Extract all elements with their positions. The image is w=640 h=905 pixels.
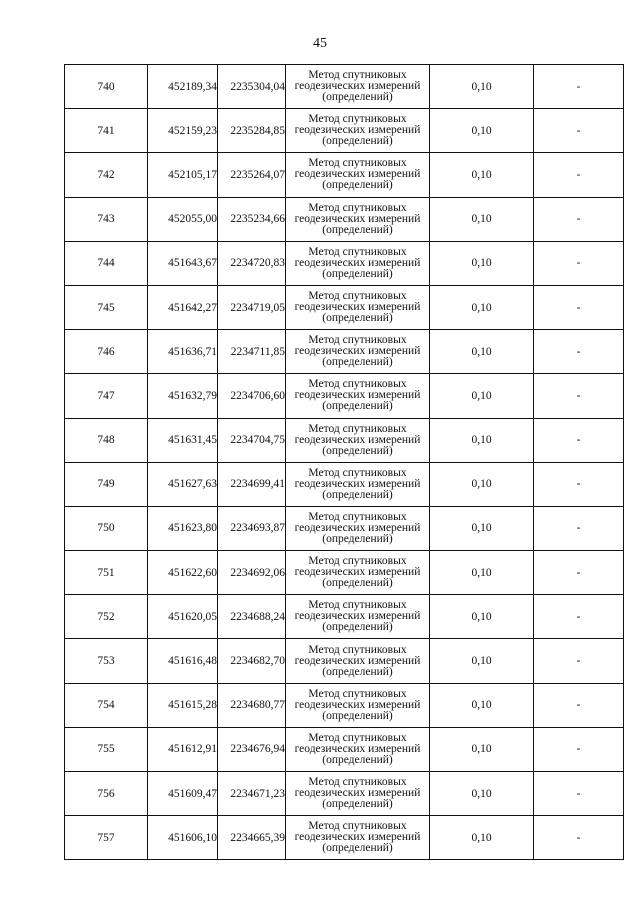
x-coordinate-cell: 452105,17 xyxy=(148,153,218,197)
method-cell: Метод спутниковых геодезических измерений (определений) xyxy=(286,462,430,506)
note-cell: - xyxy=(534,418,624,462)
accuracy-cell: 0,10 xyxy=(430,506,534,550)
x-coordinate-cell: 451622,60 xyxy=(148,551,218,595)
page-number: 45 xyxy=(313,36,327,51)
note-cell: - xyxy=(534,65,624,109)
accuracy-cell: 0,10 xyxy=(430,551,534,595)
point-number-cell: 743 xyxy=(65,197,148,241)
method-cell: Метод спутниковых геодезических измерений (определений) xyxy=(286,418,430,462)
accuracy-cell: 0,10 xyxy=(430,816,534,860)
note-cell: - xyxy=(534,374,624,418)
point-number-cell: 747 xyxy=(65,374,148,418)
accuracy-cell: 0,10 xyxy=(430,772,534,816)
note-cell: - xyxy=(534,241,624,285)
table-row xyxy=(65,506,624,550)
table-row xyxy=(65,816,624,860)
method-cell: Метод спутниковых геодезических измерений (определений) xyxy=(286,551,430,595)
accuracy-cell: 0,10 xyxy=(430,683,534,727)
x-coordinate-cell: 451606,10 xyxy=(148,816,218,860)
x-coordinate-cell: 451642,27 xyxy=(148,285,218,329)
y-coordinate-cell: 2234719,05 xyxy=(218,285,286,329)
y-coordinate-cell: 2234706,60 xyxy=(218,374,286,418)
method-cell: Метод спутниковых геодезических измерений (определений) xyxy=(286,506,430,550)
x-coordinate-cell: 451612,91 xyxy=(148,727,218,771)
point-number-cell: 745 xyxy=(65,285,148,329)
y-coordinate-cell: 2235264,07 xyxy=(218,153,286,197)
table-row xyxy=(65,330,624,374)
note-cell: - xyxy=(534,285,624,329)
table-row xyxy=(65,462,624,506)
point-number-cell: 754 xyxy=(65,683,148,727)
y-coordinate-cell: 2234665,39 xyxy=(218,816,286,860)
accuracy-cell: 0,10 xyxy=(430,241,534,285)
method-cell: Метод спутниковых геодезических измерений (определений) xyxy=(286,153,430,197)
x-coordinate-cell: 451627,63 xyxy=(148,462,218,506)
method-cell: Метод спутниковых геодезических измерений (определений) xyxy=(286,285,430,329)
x-coordinate-cell: 451632,79 xyxy=(148,374,218,418)
accuracy-cell: 0,10 xyxy=(430,153,534,197)
y-coordinate-cell: 2234692,06 xyxy=(218,551,286,595)
x-coordinate-cell: 451623,80 xyxy=(148,506,218,550)
table-row xyxy=(65,772,624,816)
table-row xyxy=(65,374,624,418)
method-cell: Метод спутниковых геодезических измерений (определений) xyxy=(286,65,430,109)
point-number-cell: 749 xyxy=(65,462,148,506)
table-row xyxy=(65,683,624,727)
table-row xyxy=(65,551,624,595)
accuracy-cell: 0,10 xyxy=(430,462,534,506)
table-row xyxy=(65,109,624,153)
note-cell: - xyxy=(534,639,624,683)
x-coordinate-cell: 451609,47 xyxy=(148,772,218,816)
note-cell: - xyxy=(534,330,624,374)
method-cell: Метод спутниковых геодезических измерений (определений) xyxy=(286,639,430,683)
y-coordinate-cell: 2234688,24 xyxy=(218,595,286,639)
table-row xyxy=(65,197,624,241)
table-row xyxy=(65,65,624,109)
x-coordinate-cell: 452189,34 xyxy=(148,65,218,109)
y-coordinate-cell: 2234680,77 xyxy=(218,683,286,727)
note-cell: - xyxy=(534,772,624,816)
note-cell: - xyxy=(534,551,624,595)
accuracy-cell: 0,10 xyxy=(430,109,534,153)
method-cell: Метод спутниковых геодезических измерений (определений) xyxy=(286,241,430,285)
point-number-cell: 750 xyxy=(65,506,148,550)
y-coordinate-cell: 2234682,70 xyxy=(218,639,286,683)
table-body xyxy=(65,65,624,860)
y-coordinate-cell: 2234699,41 xyxy=(218,462,286,506)
x-coordinate-cell: 452159,23 xyxy=(148,109,218,153)
x-coordinate-cell: 451643,67 xyxy=(148,241,218,285)
x-coordinate-cell: 451615,28 xyxy=(148,683,218,727)
method-cell: Метод спутниковых геодезических измерений (определений) xyxy=(286,109,430,153)
accuracy-cell: 0,10 xyxy=(430,374,534,418)
point-number-cell: 753 xyxy=(65,639,148,683)
point-number-cell: 757 xyxy=(65,816,148,860)
x-coordinate-cell: 451620,05 xyxy=(148,595,218,639)
table-row xyxy=(65,639,624,683)
point-number-cell: 756 xyxy=(65,772,148,816)
table-row xyxy=(65,595,624,639)
y-coordinate-cell: 2234704,75 xyxy=(218,418,286,462)
accuracy-cell: 0,10 xyxy=(430,595,534,639)
note-cell: - xyxy=(534,727,624,771)
y-coordinate-cell: 2234711,85 xyxy=(218,330,286,374)
point-number-cell: 752 xyxy=(65,595,148,639)
y-coordinate-cell: 2234676,94 xyxy=(218,727,286,771)
table-row xyxy=(65,418,624,462)
method-cell: Метод спутниковых геодезических измерений (определений) xyxy=(286,197,430,241)
note-cell: - xyxy=(534,816,624,860)
table-row xyxy=(65,241,624,285)
y-coordinate-cell: 2235234,66 xyxy=(218,197,286,241)
coordinates-table xyxy=(64,64,624,860)
note-cell: - xyxy=(534,683,624,727)
table-row xyxy=(65,285,624,329)
accuracy-cell: 0,10 xyxy=(430,330,534,374)
y-coordinate-cell: 2234693,87 xyxy=(218,506,286,550)
accuracy-cell: 0,10 xyxy=(430,727,534,771)
note-cell: - xyxy=(534,109,624,153)
y-coordinate-cell: 2235284,85 xyxy=(218,109,286,153)
point-number-cell: 755 xyxy=(65,727,148,771)
note-cell: - xyxy=(534,197,624,241)
point-number-cell: 744 xyxy=(65,241,148,285)
method-cell: Метод спутниковых геодезических измерений (определений) xyxy=(286,727,430,771)
accuracy-cell: 0,10 xyxy=(430,197,534,241)
note-cell: - xyxy=(534,462,624,506)
point-number-cell: 748 xyxy=(65,418,148,462)
accuracy-cell: 0,10 xyxy=(430,639,534,683)
x-coordinate-cell: 451631,45 xyxy=(148,418,218,462)
accuracy-cell: 0,10 xyxy=(430,285,534,329)
point-number-cell: 742 xyxy=(65,153,148,197)
note-cell: - xyxy=(534,153,624,197)
method-cell: Метод спутниковых геодезических измерений (определений) xyxy=(286,595,430,639)
accuracy-cell: 0,10 xyxy=(430,65,534,109)
point-number-cell: 740 xyxy=(65,65,148,109)
table-row xyxy=(65,153,624,197)
accuracy-cell: 0,10 xyxy=(430,418,534,462)
y-coordinate-cell: 2234720,83 xyxy=(218,241,286,285)
method-cell: Метод спутниковых геодезических измерений (определений) xyxy=(286,816,430,860)
y-coordinate-cell: 2234671,23 xyxy=(218,772,286,816)
x-coordinate-cell: 452055,00 xyxy=(148,197,218,241)
x-coordinate-cell: 451636,71 xyxy=(148,330,218,374)
point-number-cell: 741 xyxy=(65,109,148,153)
method-cell: Метод спутниковых геодезических измерений (определений) xyxy=(286,330,430,374)
x-coordinate-cell: 451616,48 xyxy=(148,639,218,683)
y-coordinate-cell: 2235304,04 xyxy=(218,65,286,109)
method-cell: Метод спутниковых геодезических измерений (определений) xyxy=(286,374,430,418)
table-row xyxy=(65,727,624,771)
method-cell: Метод спутниковых геодезических измерений (определений) xyxy=(286,772,430,816)
point-number-cell: 751 xyxy=(65,551,148,595)
note-cell: - xyxy=(534,595,624,639)
method-cell: Метод спутниковых геодезических измерений (определений) xyxy=(286,683,430,727)
note-cell: - xyxy=(534,506,624,550)
point-number-cell: 746 xyxy=(65,330,148,374)
